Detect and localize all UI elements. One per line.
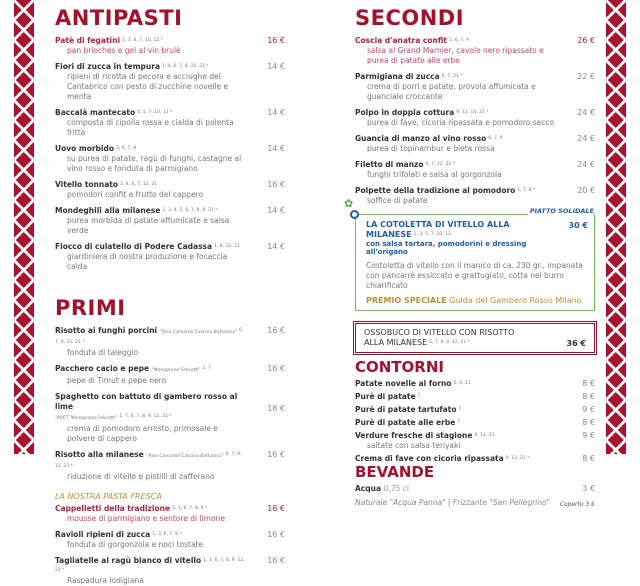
decorative-border-left <box>14 0 34 454</box>
menu-item <box>55 504 285 524</box>
menu-item <box>55 326 285 358</box>
menu-item <box>355 418 595 428</box>
item-name: Spaghetto con battuto di gambero rosso al lime <box>55 392 238 411</box>
allergens: 9, 12, 21 <box>474 433 495 438</box>
item-name: Parmigiana di zucca <box>355 72 440 81</box>
allergens: 4, 5, 7, 10, 12 * <box>137 110 173 115</box>
contorni-list <box>355 379 595 464</box>
item-price: 16 € <box>267 36 285 45</box>
item-name: Fiocco di culatello di Podere Cadassa <box>55 242 213 251</box>
award-text: Guida del Gambero Rosso Milano <box>449 296 582 305</box>
bevande-footer <box>355 498 595 508</box>
item-description: salsa al Grand Marnier, cavolo nero ripassato e purea di patate alle erbe <box>367 46 544 65</box>
item-name: Verdure fresche di stagione <box>355 431 473 440</box>
item-name: Tagliatelle al ragù bianco di vitello <box>55 556 202 565</box>
item-price: 14 € <box>267 242 285 251</box>
item-name: Patate novelle al forno <box>355 379 452 388</box>
item-description: purea di fave, cicoria ripassata e pomodoro secco <box>367 118 555 127</box>
coperto: Coperto 3 € <box>559 501 595 508</box>
item-name: Purè di patate <box>355 392 416 401</box>
menu-item <box>355 454 595 464</box>
item-name: Mondeghili alla milanese <box>55 206 161 215</box>
acqua-size: 0,75 cl <box>383 484 409 493</box>
ossobuco-box <box>355 323 595 353</box>
antipasti-heading: ANTIPASTI <box>55 6 183 30</box>
item-price: 16 € <box>267 180 285 189</box>
item-price: 8 € <box>582 379 595 388</box>
item-description: composta di cipolla rossa e cialda di polenta fritta <box>67 118 234 137</box>
allergens: 6, 7, 12, 21 * <box>425 162 456 167</box>
item-description: Raspadura lodigiana <box>67 576 144 585</box>
item-subtitle: "Monograno Felicetti" <box>151 368 201 373</box>
menu-item <box>355 160 595 180</box>
item-name: Pacchero cacio e pepe <box>55 364 150 373</box>
allergens: 1, 7, 8 * <box>517 188 536 193</box>
item-description: crema di pomodoro arrosto, primosale e polvere di cappero <box>67 424 218 443</box>
item-name: Patè di fegatini <box>55 36 121 45</box>
menu-item <box>355 392 595 402</box>
allergens: 1, 3, 4, 5, 6, 7, 8, 9, 21 * <box>162 208 218 213</box>
menu-item <box>55 450 285 482</box>
item-name: Cappelletti della tradizione <box>55 504 171 513</box>
allergens: 6, 7, 8, 9, 12, 21 * <box>429 340 471 345</box>
item-description: pomodori confit e frutto del cappero <box>67 190 204 199</box>
item-subtitle: "Riso Carnaroli Cascina Battaiosa" <box>159 330 237 335</box>
menu-item <box>55 242 285 272</box>
allergens: 7 <box>458 407 462 412</box>
allergens: 3, 6, 7, 9 <box>116 146 137 151</box>
item-subtitle: "Riso Carnaroli Cascina Battaiosa" <box>146 454 224 459</box>
menu-item <box>355 379 595 389</box>
item-description: crema di porri e patate, provola affumicata e guanciale croccante <box>367 82 536 101</box>
item-name: Coscia d'anatra confit <box>355 36 447 45</box>
item-name: Polpette della tradizione al pomodoro <box>355 186 516 195</box>
allergens: 7 <box>417 394 421 399</box>
solidale-subtitle: con salsa tartara, pomodorini e dressing all'origano <box>366 240 527 256</box>
item-price: 24 € <box>577 160 595 169</box>
allergens: 6, 7, 9 <box>488 136 503 141</box>
acqua-item <box>355 484 595 494</box>
menu-item <box>355 72 595 102</box>
allergens: 7 <box>457 420 461 425</box>
allergens: 1, 3, 6, 7, 8 * <box>152 532 182 537</box>
contorni-heading: CONTORNI <box>355 358 444 376</box>
item-description: pepe di Timut e pepe nero <box>67 376 167 385</box>
allergens: 1, 4, 6, 7, 8, 10, 21 * <box>162 64 209 69</box>
primi-list <box>55 326 285 482</box>
item-description: ripieni di ricotta di pecora e acciughe del Cantabrico con pesto di zucchine novelle e menta <box>67 72 229 101</box>
item-name: Purè di patate tartufato <box>355 405 457 414</box>
item-description: saltate con salsa teriyaki <box>367 441 461 450</box>
item-description: giardiniera di nostra produzione e focaccia calda <box>67 252 228 271</box>
item-name: Risotto ai funghi porcini <box>55 326 158 335</box>
bevande-heading: BEVANDE <box>355 463 435 481</box>
item-price: 20 € <box>577 186 595 195</box>
piatto-solidale-tag: PIATTO SOLIDALE <box>529 207 594 215</box>
allergens: 9, 12, 14, 21 * <box>456 110 489 115</box>
item-description: su purea di patate, ragù di funghi, castagne al vino rosso e fonduta di parmigiano <box>67 154 242 173</box>
menu-item <box>355 405 595 415</box>
allergens: 1, 3, 6, 7, 8, 9 * <box>172 506 208 511</box>
item-price: 16 € <box>267 326 285 335</box>
allergens: 3, 4, 6, 7, 12, 21 <box>120 182 158 187</box>
item-price: 14 € <box>267 144 285 153</box>
menu-item <box>55 364 285 386</box>
item-name: Polpo in doppia cottura <box>355 108 455 117</box>
item-price: 24 € <box>577 108 595 117</box>
item-name: Purè di patate alle erbe <box>355 418 456 427</box>
item-price: 16 € <box>267 364 285 373</box>
item-name: Crema di fave con cicoria ripassata <box>355 454 504 463</box>
solidale-price: 30 € <box>568 221 588 230</box>
pasta-fresca-list <box>55 504 285 586</box>
acqua-price: 3 € <box>582 484 595 493</box>
menu-item <box>55 556 285 586</box>
allergens: 1, 3, 6, 7, 10, 12 * <box>122 38 163 43</box>
allergens: 1, 7, 6, 7, 8, 9, 12, 21 * <box>119 414 172 419</box>
menu-item <box>55 36 285 56</box>
solidale-title: LA COTOLETTA DI VITELLO ALLA MILANESE <box>366 220 510 239</box>
primi-heading: PRIMI <box>55 296 126 320</box>
item-price: 8 € <box>582 392 595 401</box>
item-subtitle: "MATT Monograno Felicetti" <box>55 416 118 421</box>
award-label: PREMIO SPECIALE <box>366 296 447 305</box>
acqua-note: Naturale "Acqua Panna" | Frizzante "San Pellegrino" <box>355 498 551 507</box>
antipasti-list <box>55 36 285 272</box>
item-name: Vitello tonnato <box>55 180 119 189</box>
item-description: fonduta di taleggio <box>67 348 139 357</box>
item-price: 26 € <box>577 36 595 45</box>
allergens: 9, 12, 21 * <box>505 456 530 461</box>
leaf-icon: ✿ <box>344 197 354 210</box>
acqua-name: Acqua <box>355 484 382 493</box>
item-price: 16 € <box>267 556 285 565</box>
ossobuco-price: 36 € <box>566 339 586 348</box>
item-name: Guancia di manzo al vino rosso <box>355 134 487 143</box>
item-price: 14 € <box>267 62 285 71</box>
allergens: 6, 7, 21 * <box>441 74 463 79</box>
item-name: Fiori di zucca in tempura <box>55 62 161 71</box>
allergens: 6, 7, 9, 12, 21 * <box>55 328 244 345</box>
item-description: riduzione di vitello e pistilli di zafferano <box>67 472 215 481</box>
item-description: mousse di parmigiano e sentore di limone <box>67 514 225 523</box>
item-price: 16 € <box>267 504 285 513</box>
item-price: 24 € <box>577 134 595 143</box>
item-name: Baccalà mantecato <box>55 108 136 117</box>
allergens: 1, 3, 5, 7, 10, 12 <box>413 232 451 237</box>
menu-item <box>55 530 285 550</box>
item-name: Ravioli ripieni di zucca <box>55 530 151 539</box>
item-price: 18 € <box>267 404 285 413</box>
item-name: Uovo morbido <box>55 144 115 153</box>
allergens: 1, 8, 12, 21 <box>214 244 240 249</box>
menu-item <box>355 108 595 128</box>
allergens: 5, 6, 7, 9 <box>448 38 470 43</box>
item-price: 14 € <box>267 108 285 117</box>
menu-item <box>355 36 595 66</box>
item-price: 14 € <box>267 206 285 215</box>
ossobuco-line2: ALLA MILANESE <box>364 338 428 347</box>
item-description: purea morbida di patate affumicate e salsa verde <box>67 216 230 235</box>
item-description: pan brioches e gel al vin brulè <box>67 46 181 55</box>
solidale-description: Costoletta di vitello con il manico di ca. 230 gr., impanata con pancarrè essiccato e grattugiato, cotta nel burro chiarificato <box>366 261 583 290</box>
item-price: 9 € <box>582 431 595 440</box>
item-price: 9 € <box>582 405 595 414</box>
ossobuco-line1: OSSOBUCO DI VITELLO CON RISOTTO <box>364 328 515 337</box>
menu-item <box>55 62 285 102</box>
allergens: 1, 3, 6, 7, 8, 9, 12, 21 * <box>55 558 245 573</box>
item-price: 22 € <box>577 72 595 81</box>
item-name: Filetto di manzo <box>355 160 424 169</box>
secondi-list <box>355 36 595 206</box>
menu-item <box>55 144 285 174</box>
item-price: 8 € <box>582 418 595 427</box>
item-description: purea di topinambur e bieta rossa <box>367 144 495 153</box>
allergens: 6, 7, 9, 12, 21 * <box>55 452 242 469</box>
secondi-heading: SECONDI <box>355 6 465 30</box>
menu-item <box>55 180 285 200</box>
item-description: soffice di patate <box>367 196 428 205</box>
left-column <box>55 6 285 586</box>
right-column <box>344 6 595 508</box>
item-price: 16 € <box>267 450 285 459</box>
menu-item <box>55 206 285 236</box>
item-price: 16 € <box>267 530 285 539</box>
menu-item <box>355 134 595 154</box>
item-price: 8 € <box>582 454 595 463</box>
allergens: 5, 9, 21 <box>453 381 471 386</box>
allergens: 1, 7 <box>202 366 212 371</box>
item-description: funghi trifolati e salsa al gorgonzola <box>367 170 502 179</box>
menu-item <box>355 186 595 206</box>
ring-icon <box>350 210 359 219</box>
menu-item <box>55 108 285 138</box>
menu-item <box>355 431 595 451</box>
menu-item <box>55 392 285 444</box>
item-name: Risotto alla milanese <box>55 450 144 459</box>
pasta-fresca-heading: LA NOSTRA PASTA FRESCA <box>55 492 162 501</box>
item-description: fonduta di gorgonzola e noci tostate <box>67 540 204 549</box>
decorative-border-right <box>606 0 626 454</box>
